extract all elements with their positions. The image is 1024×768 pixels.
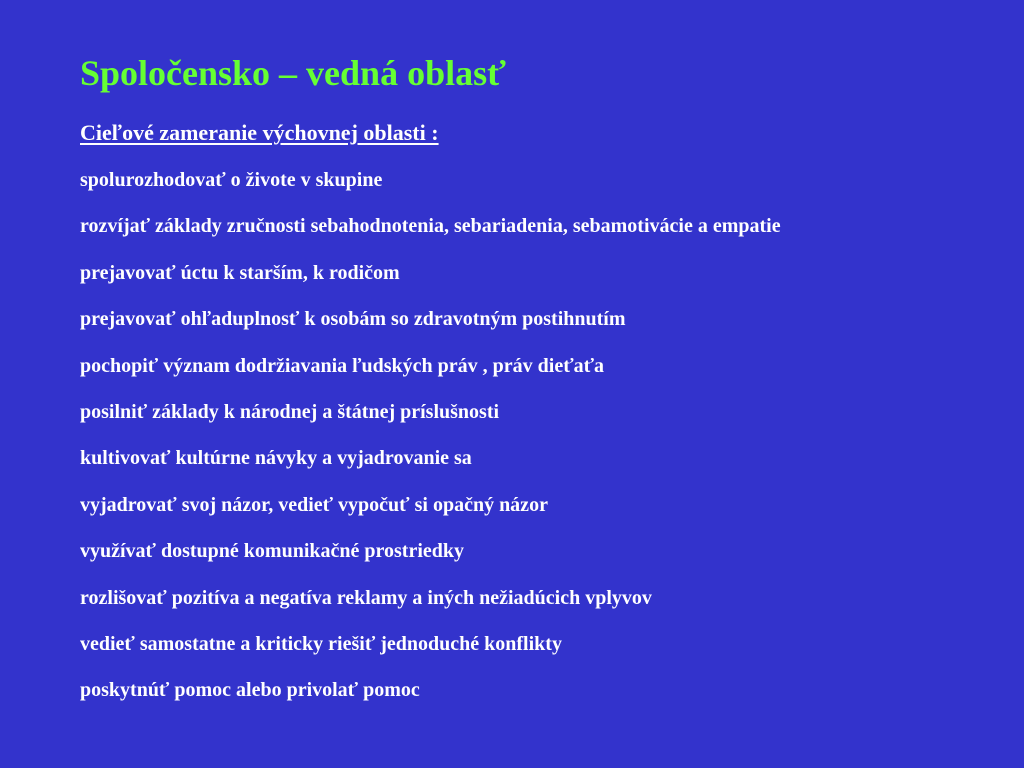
slide-title: Spoločensko – vedná oblasť <box>80 53 506 93</box>
goal-list <box>80 165 880 722</box>
list-item: pochopiť význam dodržiavania ľudských práv , práv dieťaťa <box>80 354 605 377</box>
list-item: využívať dostupné komunikačné prostriedky <box>80 540 465 563</box>
list-item: vedieť samostatne a kriticky riešiť jednoduché konflikty <box>80 632 562 655</box>
list-item: kultivovať kultúrne návyky a vyjadrovanie sa <box>80 447 472 470</box>
list-item: poskytnúť pomoc alebo privolať pomoc <box>80 679 420 702</box>
list-item: posilniť základy k národnej a štátnej príslušnosti <box>80 400 500 423</box>
list-item: vyjadrovať svoj názor, vedieť vypočuť si opačný názor <box>80 493 548 516</box>
list-item: rozvíjať základy zručnosti sebahodnotenia, sebariadenia, sebamotivácie a empatie <box>80 215 781 238</box>
list-item: rozlišovať pozitíva a negatíva reklamy a iných nežiadúcich vplyvov <box>80 586 652 609</box>
list-item: spolurozhodovať o živote v skupine <box>80 169 383 191</box>
list-item: prejavovať ohľaduplnosť k osobám so zdravotným postihnutím <box>80 308 626 331</box>
slide-subtitle: Cieľové zameranie výchovnej oblasti : <box>80 120 439 145</box>
list-item: prejavovať úctu k starším, k rodičom <box>80 261 400 284</box>
